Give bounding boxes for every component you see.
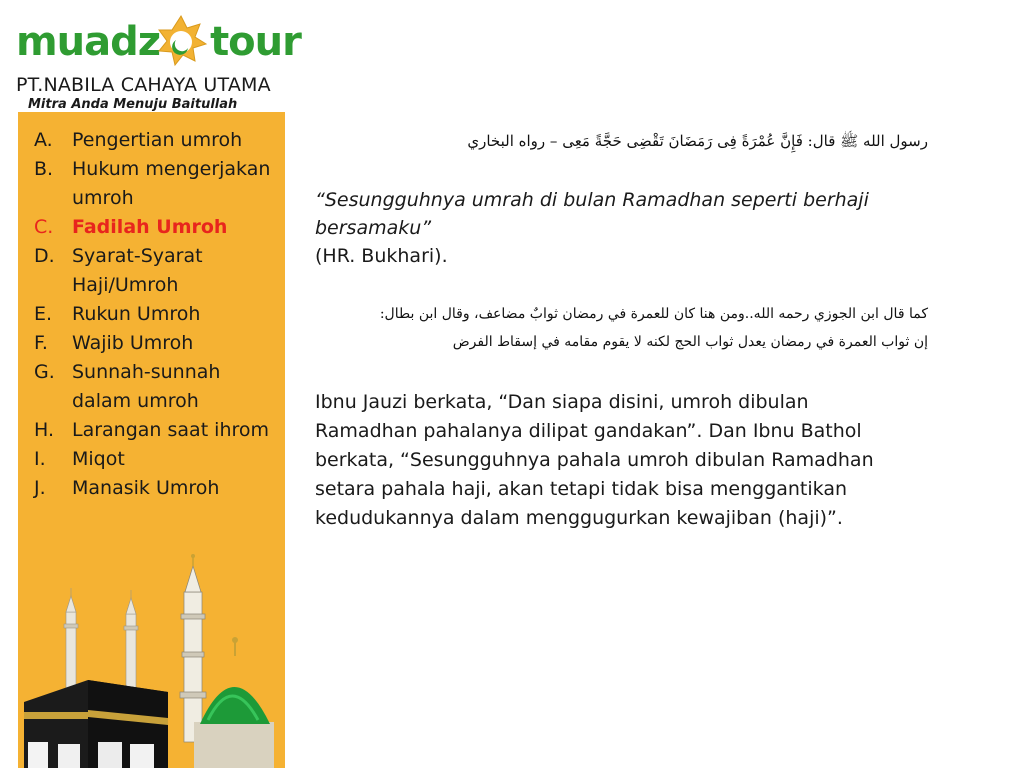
topic-label: Fadilah Umroh [72,216,228,238]
topic-letter: D. [34,245,55,267]
explanation-paragraph: Ibnu Jauzi berkata, “Dan siapa disini, umroh dibulan Ramadhan pahalanya dilipat gandakan”. Dan Ibnu Bathol berkata, “Sesungguhnya pahala umroh dibulan Ramadhan setara pahala haji, akan tetapi tidak bisa menggantikan kedudukannya dalam menggugurkan kewajiban (haji)”. [315,391,874,529]
topic-letter: J. [34,477,46,499]
topic-label: Manasik Umroh [72,477,220,499]
topic-item-h[interactable] [34,416,274,445]
topic-list [34,126,274,503]
hadith-translation-block [315,186,935,270]
topic-label: Hukum mengerjakan umroh [72,158,271,209]
company-name: PT.NABILA CAHAYA UTAMA [16,74,271,96]
hadith-translation: “Sesungguhnya umrah di bulan Ramadhan seperti berhaji bersamaku” [315,189,869,239]
green-dome [194,637,274,768]
topic-letter: I. [34,448,46,470]
topic-letter: C. [34,216,54,238]
topic-label: Wajib Umroh [72,332,194,354]
hadith-source: (HR. Bukhari). [315,245,448,267]
scholar-quote-arabic-line2: إن ثواب العمرة في رمضان يعدل ثواب الحج لكنه لا يقوم مقامه في إسقاط الفرض [452,334,928,350]
brand-logo [14,10,301,112]
hadith-arabic-text: رسول الله ﷺ قال: فَإِنَّ عُمْرَةً فِى رَمَضَانَ تَقْضِى حَجَّةً مَعِى – رواه البخاري [467,132,928,150]
topic-letter: H. [34,419,54,441]
tagline: Mitra Anda Menuju Baitullah [28,97,238,112]
topic-label: Syarat-Syarat Haji/Umroh [72,245,203,296]
topic-item-c-active[interactable] [34,213,274,242]
sidebar [18,112,285,768]
topic-letter: A. [34,129,53,151]
topic-item-j[interactable] [34,474,274,503]
logo-word-right: tour [210,19,301,65]
topic-item-d[interactable] [34,242,274,300]
topic-label: Pengertian umroh [72,129,243,151]
topic-item-g[interactable] [34,358,274,416]
topic-label: Sunnah-sunnah dalam umroh [72,361,221,412]
topic-label: Rukun Umroh [72,303,201,325]
scholar-quote-arabic-line1: كما قال ابن الجوزي رحمه الله..ومن هنا كان للعمرة في رمضان ثوابٌ مضاعف، وقال ابن بطال: [379,306,928,322]
topic-label: Larangan saat ihrom [72,419,270,441]
topic-label: Miqot [72,448,125,470]
topic-item-a[interactable] [34,126,274,155]
kaaba [24,680,168,768]
topic-letter: E. [34,303,53,325]
scholar-quote-arabic [308,300,928,356]
star-crescent-icon [154,14,208,68]
topic-item-i[interactable] [34,445,274,474]
topic-item-b[interactable] [34,155,274,213]
topic-letter: F. [34,332,48,354]
minaret-tall [180,554,206,742]
topic-letter: B. [34,158,54,180]
topic-item-e[interactable] [34,300,274,329]
logo-word-left: muadz [16,19,161,65]
kaaba-mosque-illustration [18,552,285,768]
topic-letter: G. [34,361,55,383]
topic-item-f[interactable] [34,329,274,358]
